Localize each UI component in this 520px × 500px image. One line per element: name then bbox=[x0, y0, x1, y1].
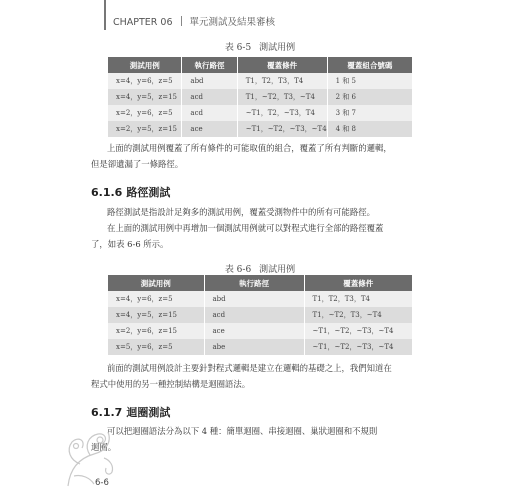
table-row bbox=[108, 339, 412, 355]
table-cell: acd bbox=[182, 89, 237, 105]
table-cell: T1，T2，T3，T4 bbox=[237, 73, 327, 89]
table-cell: 3 和 7 bbox=[327, 105, 412, 121]
table-cell: abd bbox=[204, 291, 304, 307]
paragraph-line: 路徑測試是指設計足夠多的測試用例，覆蓋受測物件中的所有可能路徑。 bbox=[107, 207, 375, 217]
chapter-title: 單元測試及結果審核 bbox=[189, 17, 276, 28]
table-caption-text: 測試用例 bbox=[259, 265, 296, 275]
floral-ornament-icon bbox=[60, 418, 120, 488]
table-header-row bbox=[108, 275, 412, 291]
paragraph-line: 在上面的測試用例中再增加一個測試用例就可以對程式進行全部的路徑覆蓋 bbox=[107, 223, 384, 233]
table-caption-text: 測試用例 bbox=[259, 43, 296, 53]
table-row bbox=[108, 89, 412, 105]
table-cell: ~T1，T2，~T3，T4 bbox=[237, 105, 327, 121]
table-row bbox=[108, 121, 412, 137]
table-row bbox=[108, 105, 412, 121]
table-cell: x=2，y=6，z=15 bbox=[108, 323, 204, 339]
table-cell: 2 和 6 bbox=[327, 89, 412, 105]
table-cell: T1，T2，T3，T4 bbox=[304, 291, 412, 307]
table-6-6 bbox=[108, 275, 412, 355]
table-row bbox=[108, 323, 412, 339]
paragraph bbox=[91, 423, 405, 455]
paragraph bbox=[91, 220, 405, 252]
chapter-label: CHAPTER 06 bbox=[113, 17, 173, 28]
table-label: 表 6-6 bbox=[224, 265, 252, 275]
table-cell: ~T1，~T2，~T3，~T4 bbox=[237, 121, 327, 137]
table-cell: T1，~T2，T3，~T4 bbox=[237, 89, 327, 105]
column-header: 覆蓋組合號碼 bbox=[327, 57, 412, 73]
table-cell: abd bbox=[182, 73, 237, 89]
column-header: 執行路徑 bbox=[182, 57, 237, 73]
column-header: 覆蓋條件 bbox=[304, 275, 412, 291]
section-title: 迴圈測試 bbox=[126, 406, 171, 419]
table-header-row bbox=[108, 57, 412, 73]
header-rule bbox=[104, 0, 106, 30]
table-cell: T1，~T2，T3，~T4 bbox=[304, 307, 412, 323]
paragraph bbox=[91, 360, 405, 392]
table-cell: acd bbox=[182, 105, 237, 121]
table-cell: x=4，y=6，z=5 bbox=[108, 73, 182, 89]
table-cell: x=5，y=6，z=5 bbox=[108, 339, 204, 355]
page-number: 6-6 bbox=[95, 478, 109, 488]
section-number: 6.1.7 bbox=[91, 406, 123, 419]
running-header bbox=[113, 14, 275, 28]
table-6-5-caption bbox=[0, 40, 520, 53]
table-cell: 4 和 8 bbox=[327, 121, 412, 137]
table-cell: x=2，y=6，z=5 bbox=[108, 105, 182, 121]
table-row bbox=[108, 73, 412, 89]
paragraph bbox=[91, 204, 405, 220]
column-header: 測試用例 bbox=[108, 275, 204, 291]
section-number: 6.1.6 bbox=[91, 186, 123, 199]
table-cell: ~T1，~T2，~T3，~T4 bbox=[304, 339, 412, 355]
paragraph-line: 可以把迴圈語法分為以下 4 種：簡單迴圈、串接迴圈、巢狀迴圈和不規則 bbox=[107, 426, 378, 436]
paragraph-line: 但是卻遺漏了一條路徑。 bbox=[91, 159, 184, 169]
paragraph-line: 了，如表 6-6 所示。 bbox=[91, 239, 169, 249]
section-heading-6-1-6 bbox=[91, 184, 170, 200]
section-title: 路徑測試 bbox=[126, 186, 171, 199]
table-cell: ~T1，~T2，~T3，~T4 bbox=[304, 323, 412, 339]
table-cell: acd bbox=[204, 307, 304, 323]
table-row bbox=[108, 307, 412, 323]
paragraph-line: 前面的測試用例設計主要針對程式邏輯是建立在邏輯的基礎之上，我們知道在 bbox=[107, 363, 392, 373]
table-6-6-caption bbox=[0, 262, 520, 275]
column-header: 覆蓋條件 bbox=[237, 57, 327, 73]
table-6-5 bbox=[108, 57, 412, 137]
paragraph bbox=[91, 140, 405, 172]
table-cell: x=2，y=5，z=15 bbox=[108, 121, 182, 137]
table-cell: abe bbox=[204, 339, 304, 355]
table-label: 表 6-5 bbox=[224, 43, 252, 53]
paragraph-line: 程式中使用的另一種控制結構是迴圈語法。 bbox=[91, 379, 251, 389]
table-cell: x=4，y=5，z=15 bbox=[108, 89, 182, 105]
table-cell: ace bbox=[204, 323, 304, 339]
table-row bbox=[108, 291, 412, 307]
table-cell: ace bbox=[182, 121, 237, 137]
table-cell: x=4，y=6，z=5 bbox=[108, 291, 204, 307]
column-header: 執行路徑 bbox=[204, 275, 304, 291]
header-separator bbox=[181, 16, 182, 26]
column-header: 測試用例 bbox=[108, 57, 182, 73]
table-cell: x=4，y=5，z=15 bbox=[108, 307, 204, 323]
paragraph-line: 迴圈。 bbox=[91, 442, 117, 452]
table-cell: 1 和 5 bbox=[327, 73, 412, 89]
paragraph-line: 上面的測試用例覆蓋了所有條件的可能取值的組合，覆蓋了所有判斷的邏輯， bbox=[107, 143, 392, 153]
